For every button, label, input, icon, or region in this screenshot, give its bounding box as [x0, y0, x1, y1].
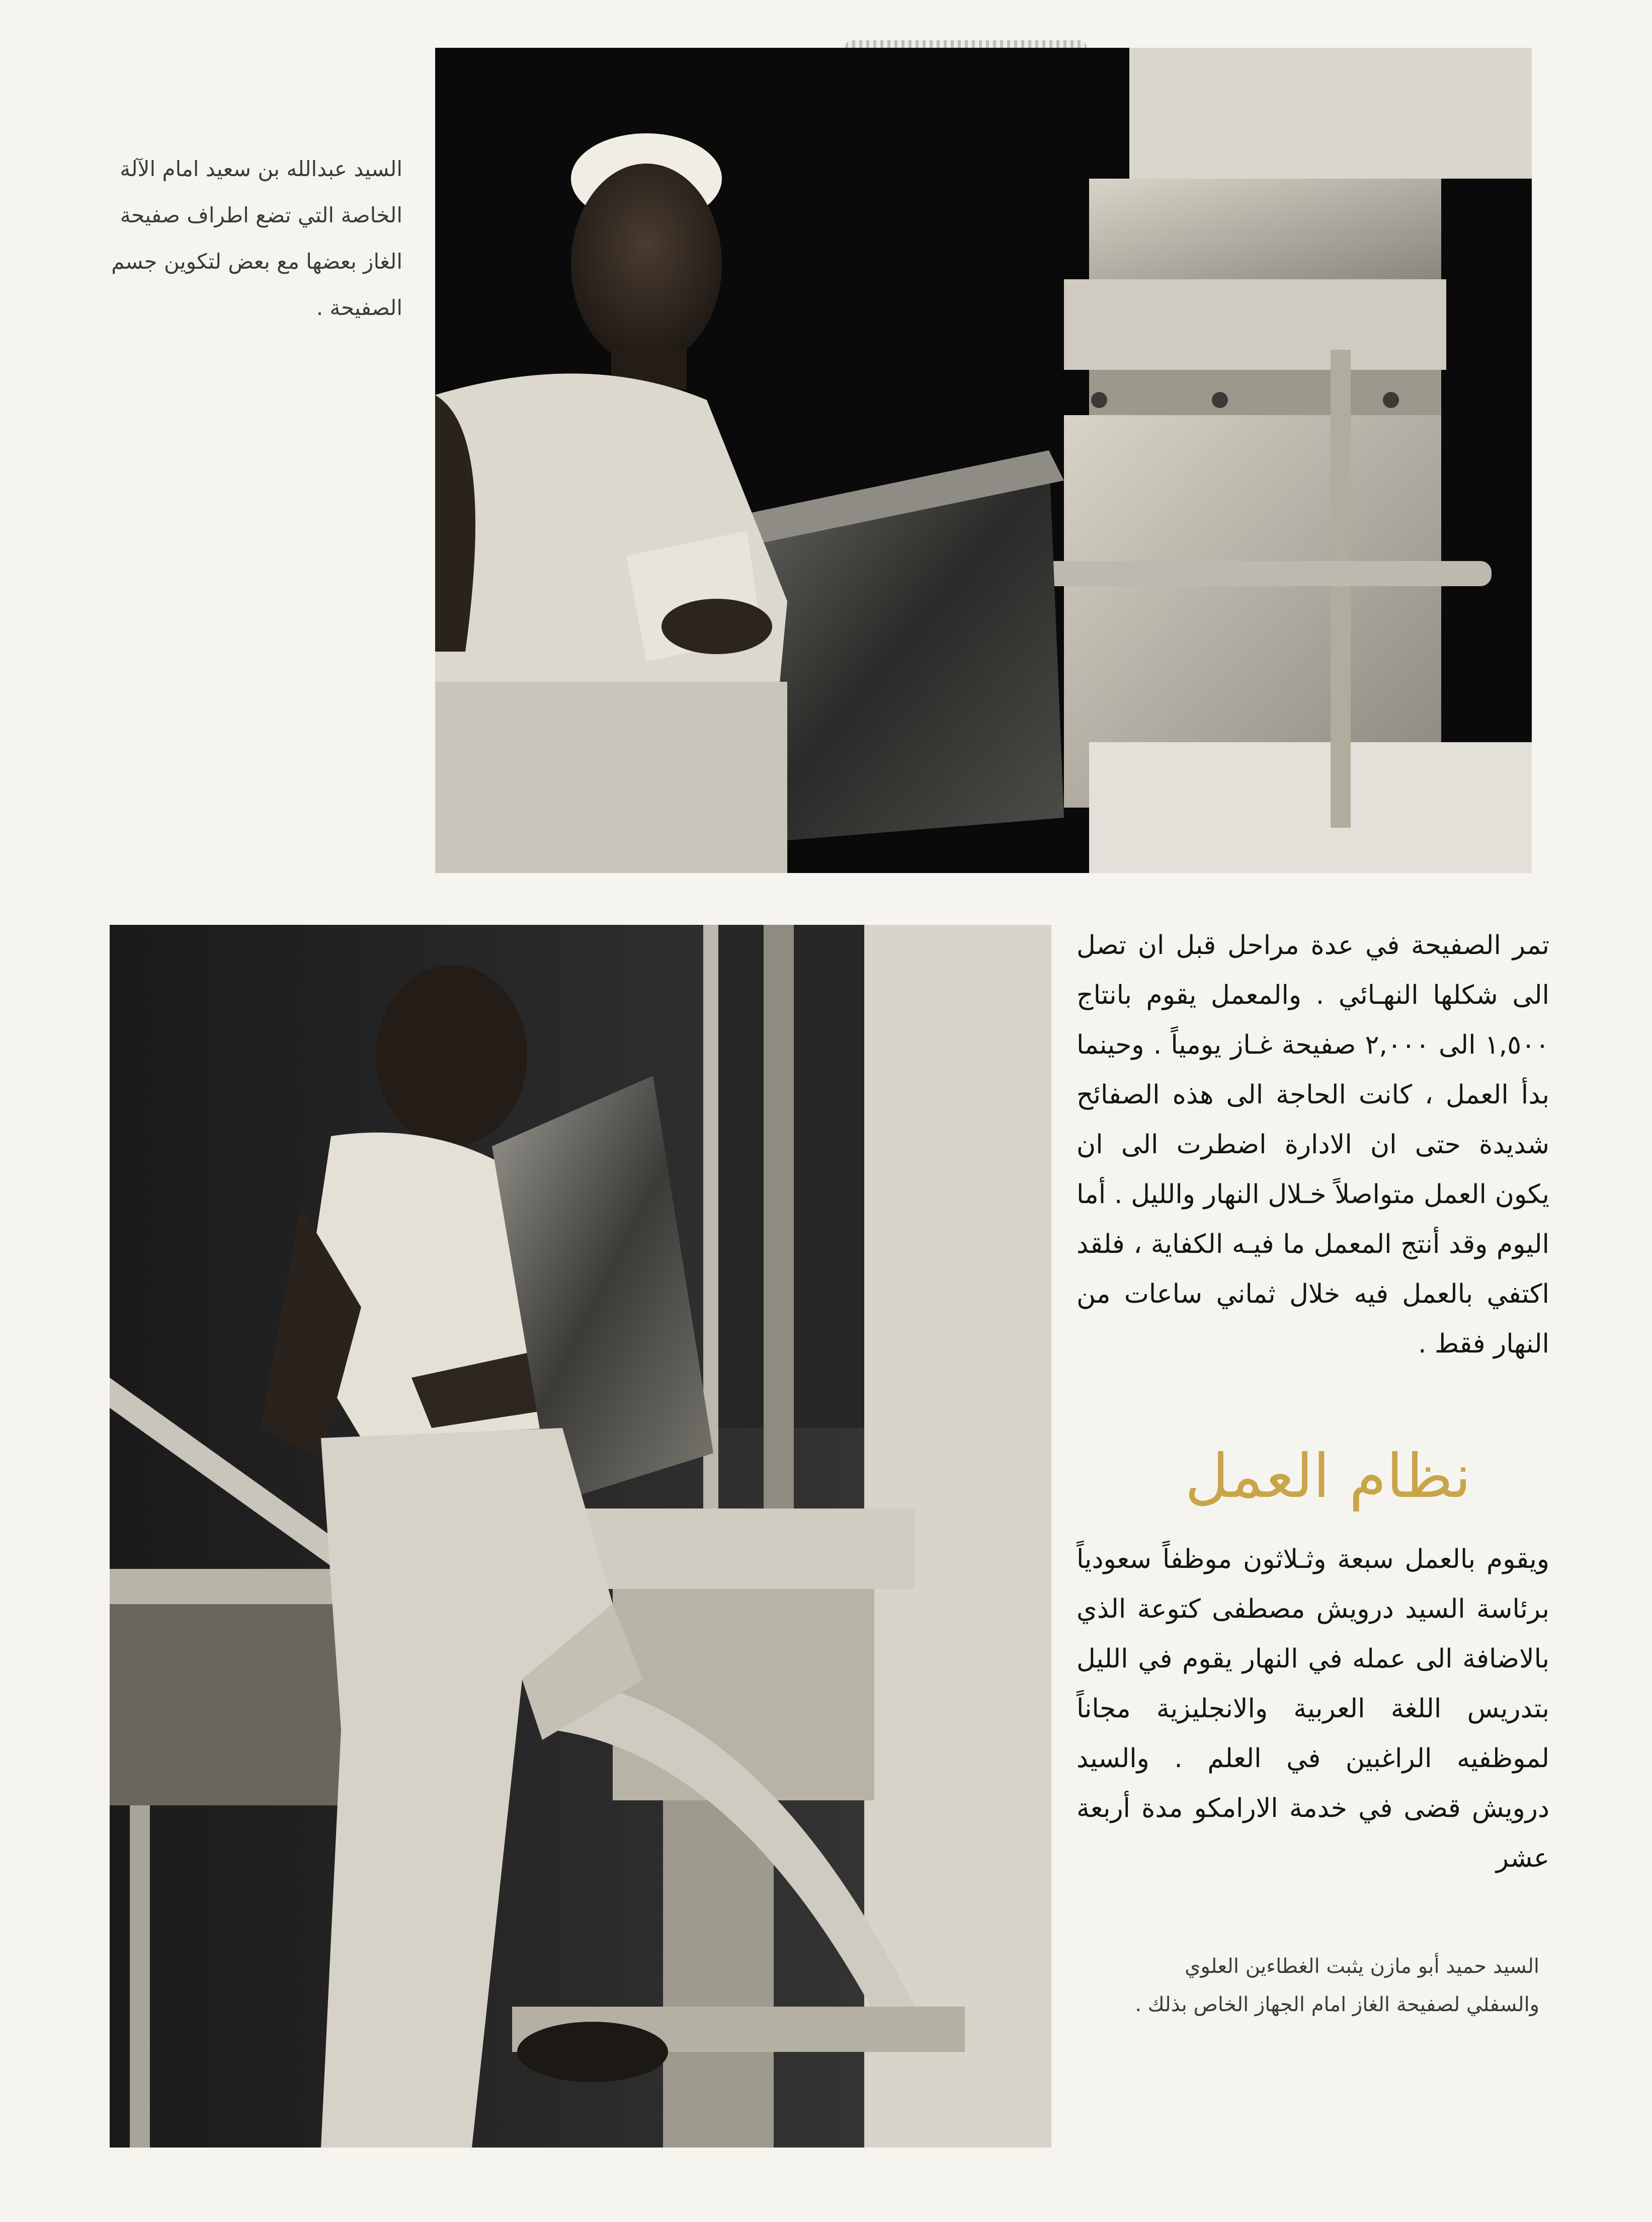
caption-top-photo: السيد عبدالله بن سعيد امام الآلة الخاصة التي تضع اطراف صفيحة الغاز بعضها مع بعض لتكوين جسم الصفيحة . [111, 156, 402, 320]
paragraph-staff: ويقوم بالعمل سبعة وثـلاثون موظفاً سعودياً برئاسة السيد درويش مصطفى كتوعة الذي بالاضافة الى عمله في النهار يقوم في الليل بتدريس اللغة العربية والانجليزية مجاناً لموظفيه الراغبين في العلم . والسيد درويش قضى في خدمة الارامكو مدة أربعة عشر [1077, 1544, 1549, 1873]
section-heading: نظام العمل [1185, 1442, 1471, 1512]
paragraph-production: تمر الصفيحة في عدة مراحل قبل ان تصل الى شكلها النهـائي . والمعمل يقوم بانتاج ١,٥٠٠ الى ٢,٠٠٠ صفيحة غـاز يومياً . وحينما بدأ العمل ، كانت الحاجة الى هذه الصفائح شديدة حتى ان الادارة اضطرت الى ان يكون العمل متواصلاً خـلال النهار والليل . أما اليوم وقد أنتج المعمل ما فيـه الكفاية ، فلقد اكتفي بالعمل فيه خلال ثماني ساعات من النهار فقط . [1077, 930, 1549, 1359]
caption-bottom-photo: السيد حميد أبو مازن يثبت الغطاءين العلوي والسفلي لصفيحة الغاز امام الجهاز الخاص بذلك . [1135, 1955, 1539, 2016]
photo-worker-forming-machine [435, 48, 1532, 873]
photo-worker-lid-machine [110, 925, 1051, 2148]
